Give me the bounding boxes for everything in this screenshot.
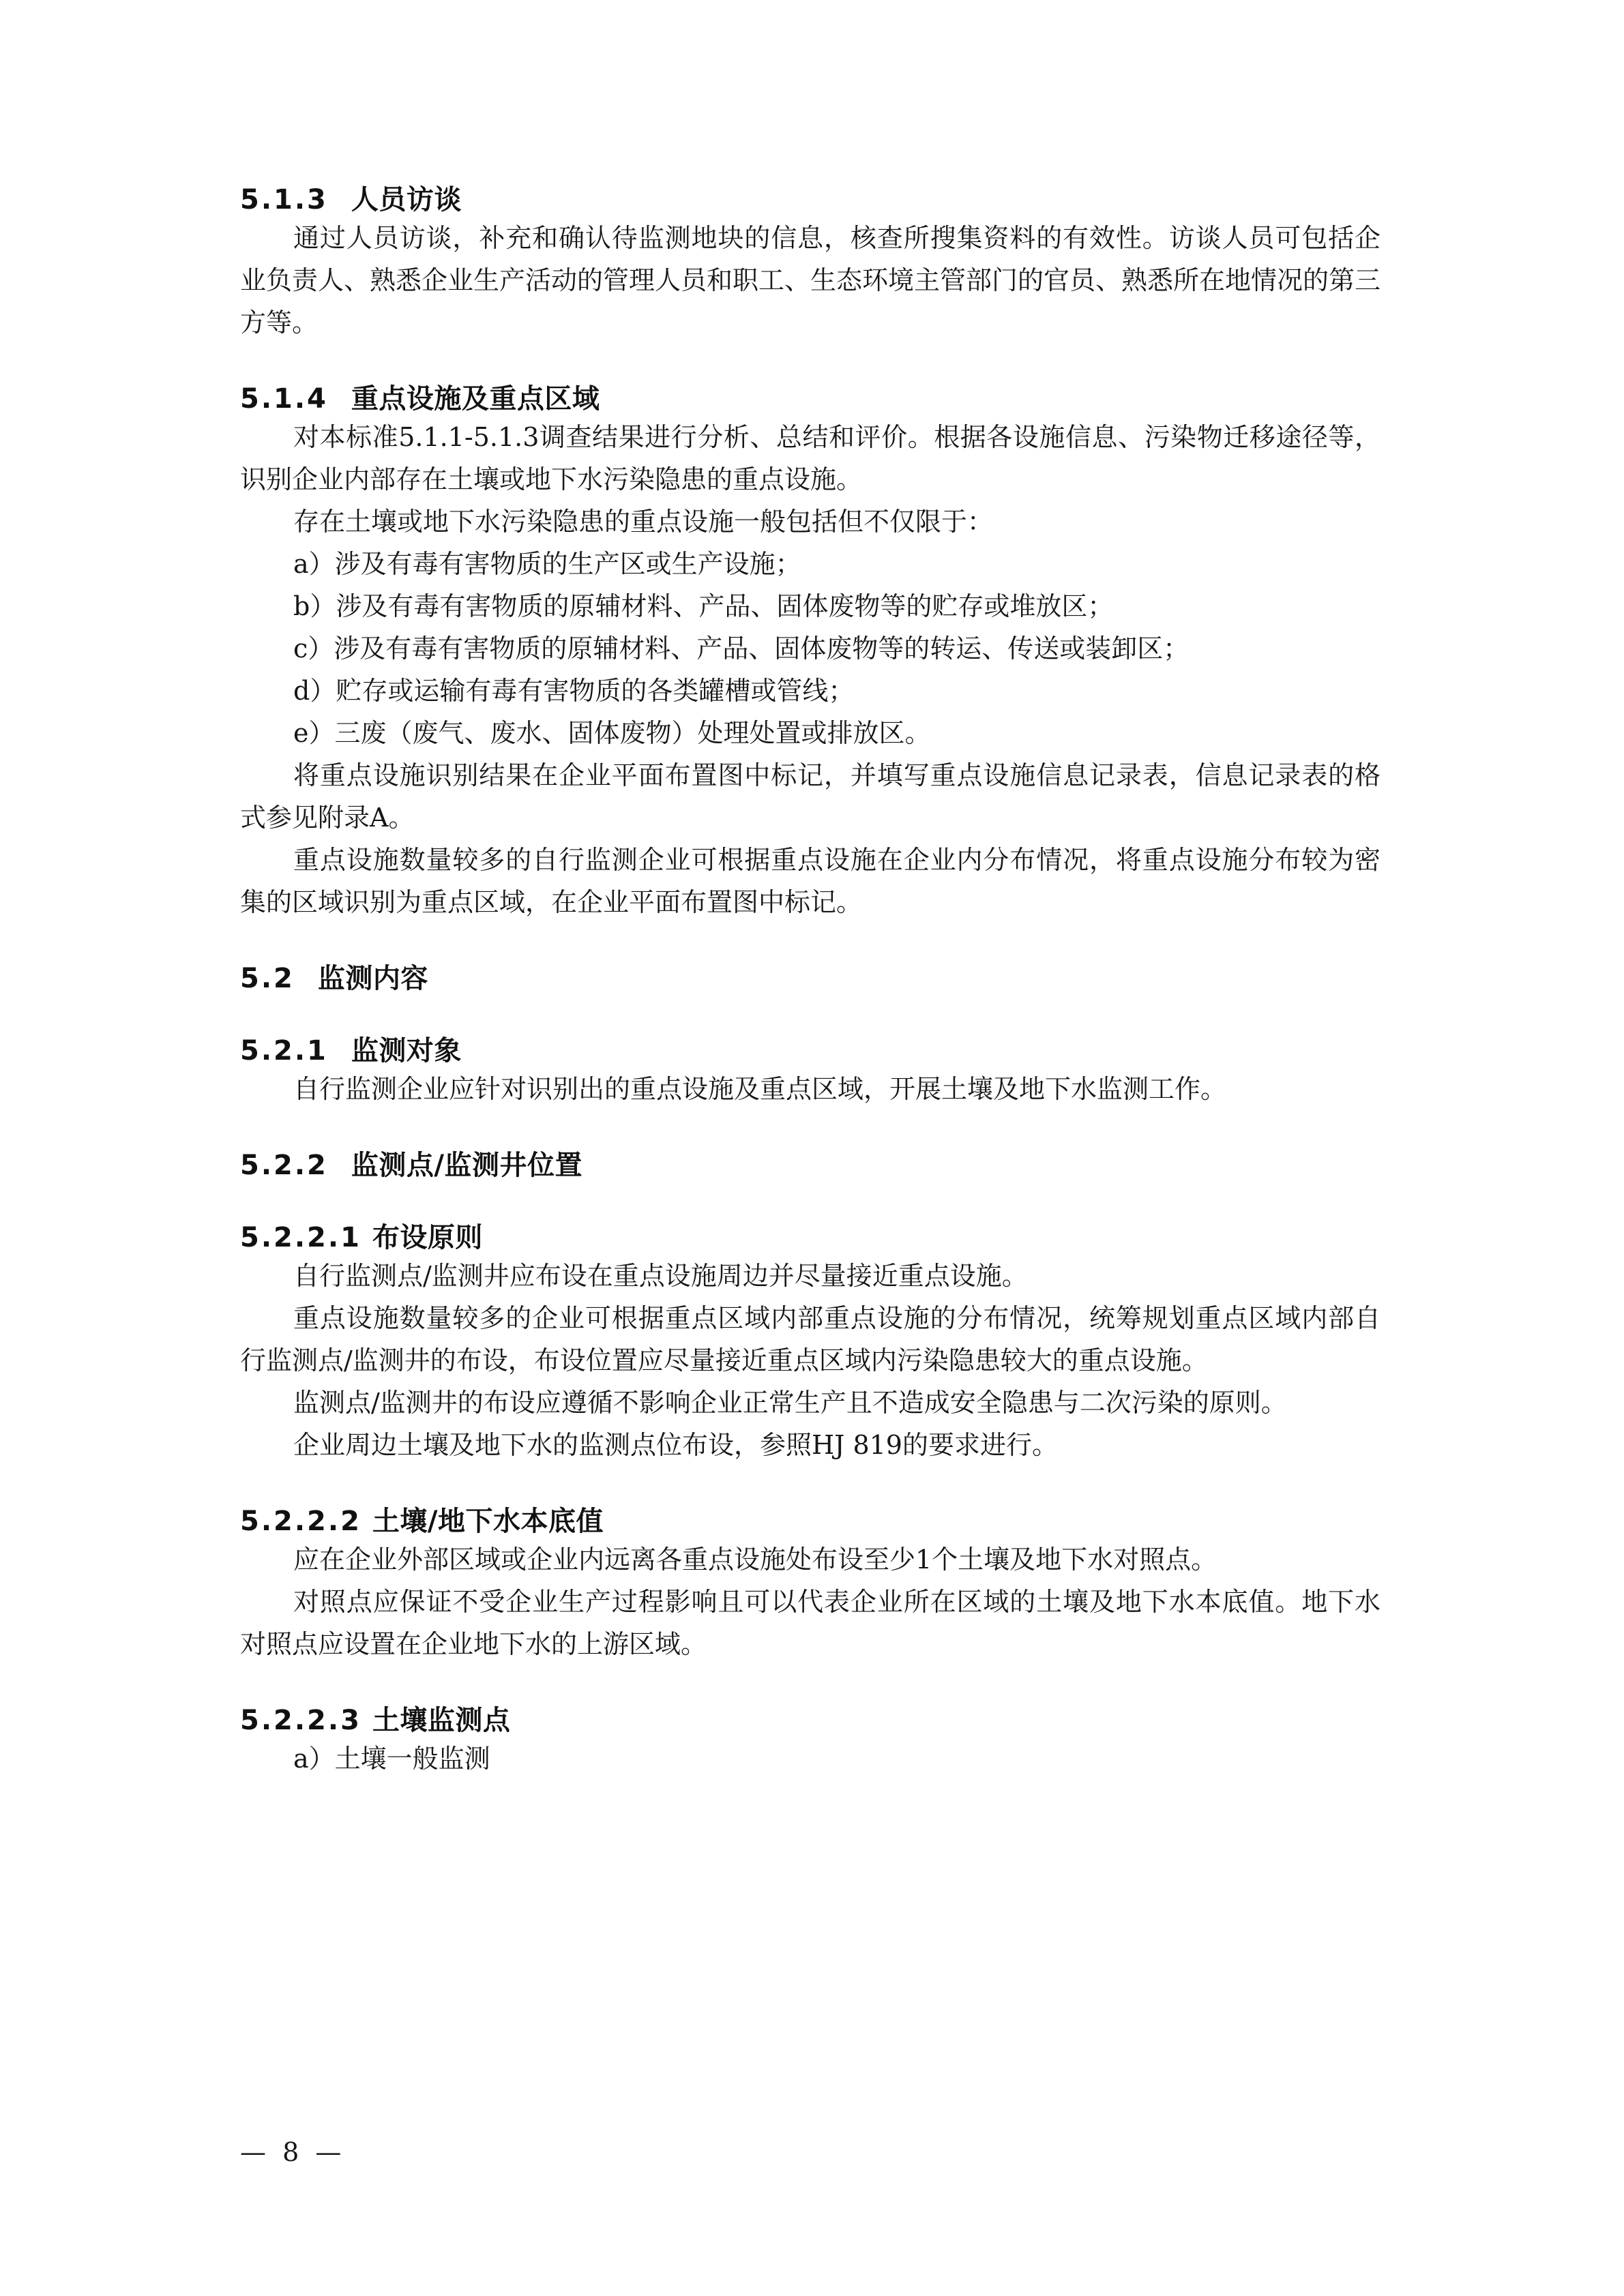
paragraph-5-2-2-2-1: 应在企业外部区域或企业内远离各重点设施处布设至少1个土壤及地下水对照点。: [293, 1545, 1217, 1575]
section-5-1-4: [240, 382, 1381, 923]
heading-5-2-2-3-title: 土壤监测点: [372, 1705, 511, 1736]
heading-5-2-2-title: 监测点/监测井位置: [351, 1150, 582, 1181]
page-content: [240, 183, 1381, 1780]
section-5-1-3: [240, 183, 1381, 344]
paragraph-5-1-4-3: 将重点设施识别结果在企业平面布置图中标记，并填写重点设施信息记录表，信息记录表的格式参见附录A。: [240, 760, 1381, 833]
section-5-2-2-3: [240, 1703, 1381, 1780]
section-5-2-1: [240, 1034, 1381, 1110]
paragraph-5-2-1-1: 自行监测企业应针对识别出的重点设施及重点区域，开展土壤及地下水监测工作。: [293, 1074, 1227, 1104]
heading-5-2-2-3-number: 5.2.2.3: [240, 1705, 361, 1736]
paragraph-5-2-2-1-1: 自行监测点/监测井应布设在重点设施周边并尽量接近重点设施。: [293, 1261, 1028, 1291]
paragraph-5-2-2-1-3: 监测点/监测井的布设应遵循不影响企业正常生产且不造成安全隐患与二次污染的原则。: [293, 1388, 1287, 1418]
paragraph-5-1-4-2: 存在土壤或地下水污染隐患的重点设施一般包括但不仅限于：: [293, 507, 994, 537]
heading-5-2-1: [240, 1034, 1381, 1068]
heading-5-1-4-number: 5.1.4: [240, 383, 328, 415]
heading-5-1-4: [240, 382, 1381, 416]
heading-5-2-2-2-title: 土壤/地下水本底值: [372, 1506, 604, 1537]
section-5-2-2-1: [240, 1221, 1381, 1466]
heading-5-2-2-2-number: 5.2.2.2: [240, 1506, 361, 1537]
heading-5-2-2-number: 5.2.2: [240, 1150, 328, 1181]
heading-5-2-1-number: 5.2.1: [240, 1035, 328, 1067]
heading-5-2-1-title: 监测对象: [351, 1035, 462, 1067]
page-number: — 8 —: [240, 2137, 346, 2167]
paragraph-5-1-4-4: 重点设施数量较多的自行监测企业可根据重点设施在企业内分布情况，将重点设施分布较为密集的区域识别为重点区域，在企业平面布置图中标记。: [240, 845, 1381, 917]
paragraph-5-2-2-1-2: 重点设施数量较多的企业可根据重点区域内部重点设施的分布情况，统筹规划重点区域内部自行监测点/监测井的布设，布设位置应尽量接近重点区域内污染隐患较大的重点设施。: [240, 1303, 1381, 1375]
paragraph-5-2-2-2-2: 对照点应保证不受企业生产过程影响且可以代表企业所在区域的土壤及地下水本底值。地下水对照点应设置在企业地下水的上游区域。: [240, 1587, 1381, 1659]
heading-5-2-number: 5.2: [240, 963, 295, 994]
heading-5-2: [240, 961, 1381, 996]
page-footer: [240, 2137, 1381, 2167]
list-item-5-2-2-3-a: a）土壤一般监测: [293, 1744, 490, 1774]
heading-5-2-2-1-number: 5.2.2.1: [240, 1222, 361, 1253]
heading-5-1-3: [240, 183, 1381, 217]
heading-5-2-2-3: [240, 1703, 1381, 1738]
heading-5-2-2-2: [240, 1504, 1381, 1538]
list-item-a: a）涉及有毒有害物质的生产区或生产设施；: [293, 549, 801, 579]
section-5-2-2-2: [240, 1504, 1381, 1665]
heading-5-1-3-number: 5.1.3: [240, 184, 328, 215]
paragraph-5-1-3-1: 通过人员访谈，补充和确认待监测地块的信息，核查所搜集资料的有效性。访谈人员可包括企业负责人、熟悉企业生产活动的管理人员和职工、生态环境主管部门的官员、熟悉所在地情况的第三方等。: [240, 223, 1381, 338]
section-5-2: [240, 961, 1381, 996]
heading-5-1-4-title: 重点设施及重点区域: [351, 383, 600, 415]
heading-5-2-2-1-title: 布设原则: [372, 1222, 483, 1253]
list-item-e: e）三废（废气、废水、固体废物）处理处置或排放区。: [293, 718, 931, 748]
heading-5-1-3-title: 人员访谈: [351, 184, 462, 215]
list-item-d: d）贮存或运输有毒有害物质的各类罐槽或管线；: [293, 676, 855, 706]
paragraph-5-2-2-1-4: 企业周边土壤及地下水的监测点位布设，参照HJ 819的要求进行。: [293, 1430, 1058, 1460]
heading-5-2-title: 监测内容: [317, 963, 428, 994]
list-item-c: c）涉及有毒有害物质的原辅材料、产品、固体废物等的转运、传送或装卸区；: [293, 633, 1190, 664]
paragraph-5-1-4-1: 对本标准5.1.1-5.1.3调查结果进行分析、总结和评价。根据各设施信息、污染物迁移途径等，识别企业内部存在土壤或地下水污染隐患的重点设施。: [240, 422, 1381, 494]
heading-5-2-2: [240, 1148, 1381, 1182]
section-5-2-2: [240, 1148, 1381, 1182]
heading-5-2-2-1: [240, 1221, 1381, 1255]
list-item-b: b）涉及有毒有害物质的原辅材料、产品、固体废物等的贮存或堆放区；: [293, 591, 1114, 621]
